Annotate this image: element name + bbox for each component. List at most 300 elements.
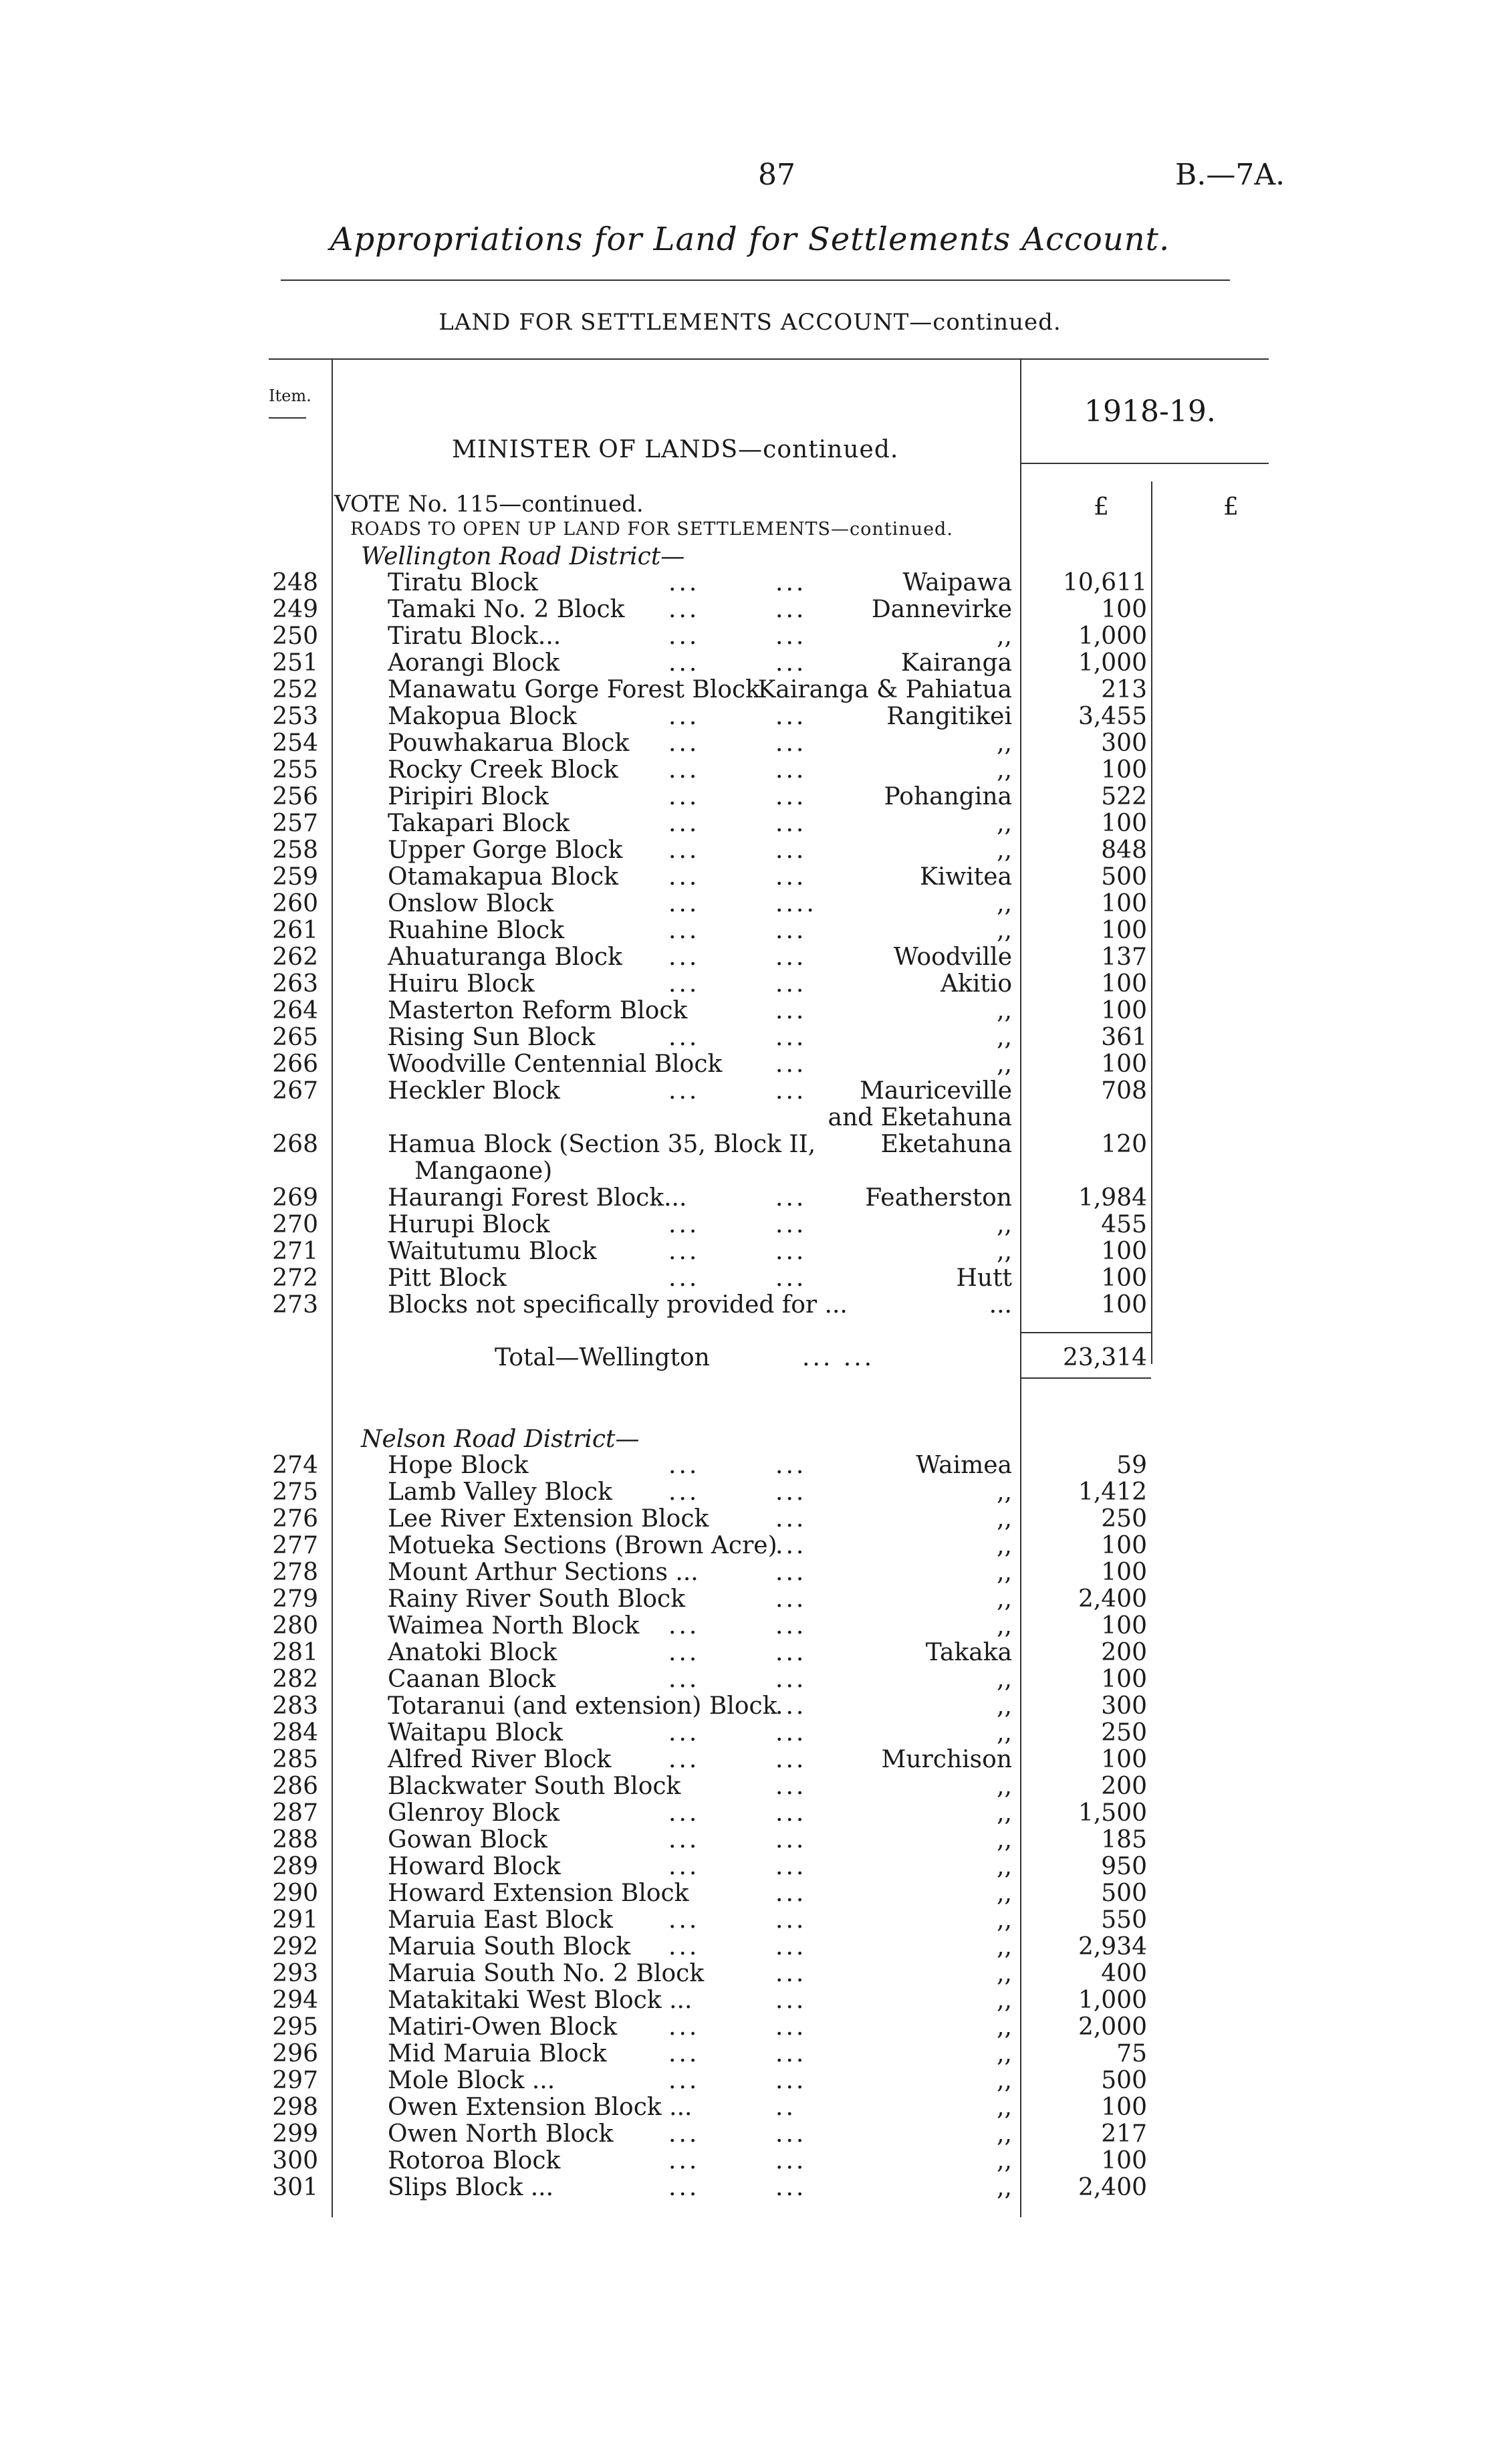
table-row [0, 2148, 1500, 2174]
amount-value: 1,412 [1078, 1478, 1147, 1506]
item-number: 273 [272, 1291, 318, 1319]
table-row [0, 1077, 1500, 1131]
table-row [0, 1613, 1500, 1640]
item-number: 272 [272, 1264, 318, 1292]
district-name: ,, [997, 1585, 1012, 1613]
block-name: Blocks not specifically provided for ... [388, 1291, 848, 1319]
leader-dots: ... [668, 1478, 700, 1506]
leader-dots: ... [668, 1639, 700, 1666]
table-row [0, 784, 1500, 810]
amount-value: 100 [1101, 970, 1147, 998]
leader-dots: ... [775, 1639, 807, 1666]
table-row [0, 677, 1500, 703]
amount-value: 75 [1116, 2040, 1147, 2067]
item-number: 254 [272, 730, 318, 757]
block-name: Huiru Block [388, 970, 535, 998]
leader-dots: ... [668, 970, 700, 998]
amount-value: 10,611 [1063, 569, 1147, 596]
leader-dots: ... [775, 2067, 807, 2094]
wellington-total-label: Total—Wellington [495, 1344, 710, 1371]
district-name: ,, [997, 1238, 1012, 1265]
table-row [0, 1854, 1500, 1880]
leader-dots: ... [775, 1077, 807, 1105]
block-name: Rocky Creek Block [388, 756, 618, 784]
district-name: Kiwitea [920, 863, 1012, 891]
leader-dots: ... [668, 623, 700, 650]
amount-value: 213 [1101, 676, 1147, 703]
district-name: ,, [997, 1692, 1012, 1720]
item-number: 269 [272, 1184, 318, 1212]
block-name: Blackwater South Block [388, 1773, 681, 1800]
item-number: 276 [272, 1505, 318, 1533]
table-row [0, 971, 1500, 998]
table-row [0, 2041, 1500, 2067]
roads-heading: ROADS TO OPEN UP LAND FOR SETTLEMENTS—continued. [350, 519, 953, 540]
leader-dots: ... [775, 1211, 807, 1238]
block-name: Takapari Block [388, 810, 570, 837]
district-name: Eketahuna [880, 1131, 1012, 1158]
district-name: ,, [997, 1773, 1012, 1800]
block-name: Onslow Block [388, 890, 554, 917]
district-name: ,, [997, 2040, 1012, 2067]
leader-dots: ... [668, 2040, 700, 2067]
leader-dots: ... [775, 917, 807, 944]
amount-value: 100 [1101, 1291, 1147, 1319]
district-name: ,, [997, 1880, 1012, 1907]
item-number: 274 [272, 1452, 318, 1479]
amount-value: 120 [1101, 1131, 1147, 1158]
district-name: ,, [997, 730, 1012, 757]
leader-dots: ... [775, 2174, 807, 2201]
block-name: Lee River Extension Block [388, 1505, 709, 1533]
total-top-rule [1020, 1332, 1151, 1333]
leader-dots: ... [668, 1612, 700, 1640]
table-row [0, 596, 1500, 623]
item-number: 288 [272, 1826, 318, 1854]
leader-dots: ... [775, 943, 807, 971]
leader-dots: ... [775, 1452, 807, 1479]
district-name: Pohangina [884, 783, 1012, 810]
amount-value: 185 [1101, 1826, 1147, 1854]
district-name: Woodville [893, 943, 1012, 971]
leader-dots: ... [775, 596, 807, 623]
district-name: ,, [997, 623, 1012, 650]
amount-value: 100 [1101, 997, 1147, 1024]
item-number: 297 [272, 2067, 318, 2094]
amount-value: 200 [1101, 1639, 1147, 1666]
district-name: ,, [997, 997, 1012, 1024]
table-row [0, 2014, 1500, 2041]
district-name: ,, [997, 2094, 1012, 2121]
item-number: 295 [272, 2013, 318, 2041]
block-name: Rotoroa Block [388, 2147, 561, 2174]
block-name: Matiri-Owen Block [388, 2013, 618, 2041]
leader-dots: ... [668, 2147, 700, 2174]
leader-dots: ... [775, 1478, 807, 1506]
amount-value: 500 [1101, 1880, 1147, 1907]
block-name: Slips Block ... [388, 2174, 554, 2201]
item-number: 301 [272, 2174, 318, 2201]
block-name: Owen Extension Block ... [388, 2094, 693, 2121]
leader-dots: ... [775, 1692, 807, 1720]
block-name: Tamaki No. 2 Block [388, 596, 625, 623]
block-name: Owen North Block [388, 2120, 614, 2148]
table-row [0, 837, 1500, 864]
table-row [0, 1586, 1500, 1613]
pound-symbol: £ [1223, 493, 1239, 521]
item-number: 280 [272, 1612, 318, 1640]
district-name: Dannevirke [871, 596, 1012, 623]
amount-value: 100 [1101, 2094, 1147, 2121]
amount-value: 100 [1101, 1746, 1147, 1773]
item-number: 299 [272, 2120, 318, 2148]
district-name: ,, [997, 1612, 1012, 1640]
table-top-rule [269, 358, 1269, 360]
district-name: ,, [997, 1024, 1012, 1051]
amount-value: 100 [1101, 1559, 1147, 1586]
leader-dots: ... [775, 1933, 807, 1961]
leader-dots: ... [668, 569, 700, 596]
leader-dots: ... [775, 623, 807, 650]
amount-value: 100 [1101, 1264, 1147, 1292]
item-number: 251 [272, 649, 318, 677]
amount-value: 100 [1101, 1666, 1147, 1693]
leader-dots: ... [775, 863, 807, 891]
table-row [0, 864, 1500, 891]
minister-heading: MINISTER OF LANDS—continued. [452, 436, 899, 463]
item-number: 279 [272, 1585, 318, 1613]
amount-value: 455 [1101, 1211, 1147, 1238]
item-number: 284 [272, 1719, 318, 1747]
district-name: ,, [997, 1987, 1012, 2014]
district-name: ,, [997, 2067, 1012, 2094]
block-name: Alfred River Block [388, 1746, 612, 1773]
amount-value: 708 [1101, 1077, 1147, 1105]
item-number: 291 [272, 1906, 318, 1934]
page-number: 87 [758, 158, 795, 192]
item-number: 283 [272, 1692, 318, 1720]
district-name: ... [989, 1291, 1012, 1319]
item-number: 253 [272, 703, 318, 730]
amount-value: 200 [1101, 1773, 1147, 1800]
amount-value: 100 [1101, 1532, 1147, 1559]
amount-value: 300 [1101, 1692, 1147, 1720]
block-name: Hamua Block (Section 35, Block II, [388, 1131, 816, 1158]
table-row [0, 1987, 1500, 2014]
item-number: 286 [272, 1773, 318, 1800]
amount-value: 217 [1101, 2120, 1147, 2148]
table-row [0, 1747, 1500, 1773]
leader-dots: ... [668, 1024, 700, 1051]
leader-dots: ... [775, 970, 807, 998]
item-number: 262 [272, 943, 318, 971]
block-name: Otamakapua Block [388, 863, 619, 891]
table-row [0, 1559, 1500, 1586]
district-name: Featherston [865, 1184, 1012, 1212]
block-name: Maruia East Block [388, 1906, 613, 1934]
leader-dots: ... [668, 2174, 700, 2201]
table-row [0, 1292, 1500, 1319]
amount-value: 550 [1101, 1906, 1147, 1934]
table-row [0, 1185, 1500, 1212]
item-number: 289 [272, 1853, 318, 1880]
item-number: 260 [272, 890, 318, 917]
amount-value: 1,000 [1078, 623, 1147, 650]
leader-dots: ... [668, 703, 700, 730]
district-name: Kairanga [900, 649, 1012, 677]
amount-value: 137 [1101, 943, 1147, 971]
district-name: ,, [997, 1960, 1012, 1987]
item-number: 248 [272, 569, 318, 596]
leader-dots: ... [775, 1906, 807, 1934]
table-row [0, 1506, 1500, 1533]
leader-dots: ... [775, 1238, 807, 1265]
block-name: Hope Block [388, 1452, 529, 1479]
amount-value: 59 [1116, 1452, 1147, 1479]
item-number: 282 [272, 1666, 318, 1693]
leader-dots: ... [668, 1238, 700, 1265]
amount-value: 500 [1101, 863, 1147, 891]
year-column-header: 1918-19. [1084, 395, 1216, 429]
block-name: Waitapu Block [388, 1719, 564, 1747]
item-number: 255 [272, 756, 318, 784]
amount-value: 100 [1101, 1238, 1147, 1265]
leader-dots: ... [775, 2147, 807, 2174]
block-name: Waimea North Block [388, 1612, 640, 1640]
table-row [0, 998, 1500, 1024]
district-name: ,, [997, 1853, 1012, 1880]
leader-dots: ... [668, 1264, 700, 1292]
district-name: ,, [997, 1532, 1012, 1559]
table-row [0, 1827, 1500, 1854]
item-number: 257 [272, 810, 318, 837]
block-name: Woodville Centennial Block [388, 1050, 723, 1078]
amount-value: 3,455 [1078, 703, 1147, 730]
item-number: 268 [272, 1131, 318, 1158]
block-name: Anatoki Block [388, 1639, 557, 1666]
district-name: Waipawa [902, 569, 1012, 596]
block-name: Manawatu Gorge Forest Block [388, 676, 760, 703]
table-row [0, 1452, 1500, 1479]
block-name: Mid Maruia Block [388, 2040, 607, 2067]
leader-dots: ... [775, 703, 807, 730]
block-name: Lamb Valley Block [388, 1478, 612, 1506]
item-number: 264 [272, 997, 318, 1024]
leader-dots: .... [775, 890, 817, 917]
item-number: 293 [272, 1960, 318, 1987]
block-name: Gowan Block [388, 1826, 547, 1854]
leader-dots: ... [775, 569, 807, 596]
table-row [0, 1666, 1500, 1693]
leader-dots: ... [775, 1666, 807, 1693]
item-number: 290 [272, 1880, 318, 1907]
amount-value: 2,400 [1078, 1585, 1147, 1613]
district-name: ,, [997, 1906, 1012, 1934]
table-row [0, 944, 1500, 971]
district-name: ,, [997, 1050, 1012, 1078]
leader-dots: ... [775, 1853, 807, 1880]
district-name: ,, [997, 1719, 1012, 1747]
table-row [0, 1533, 1500, 1559]
table-row [0, 1051, 1500, 1078]
district-name: ,, [997, 2120, 1012, 2148]
wellington-total-leader: ... ... [802, 1344, 875, 1371]
amount-value: 250 [1101, 1505, 1147, 1533]
leader-dots: ... [668, 2013, 700, 2041]
block-name: Hurupi Block [388, 1211, 550, 1238]
leader-dots: ... [775, 756, 807, 784]
block-name: Rainy River South Block [388, 1585, 686, 1613]
leader-dots: ... [775, 810, 807, 837]
table-row [0, 1961, 1500, 1987]
item-number: 300 [272, 2147, 318, 2174]
item-number: 275 [272, 1478, 318, 1506]
item-number: 261 [272, 917, 318, 944]
leader-dots: ... [668, 730, 700, 757]
table-row [0, 2121, 1500, 2148]
district-name: Murchison [881, 1746, 1012, 1773]
leader-dots: ... [775, 1050, 807, 1078]
item-number: 298 [272, 2094, 318, 2121]
leader-dots: ... [775, 1799, 807, 1827]
block-name: Pitt Block [388, 1264, 507, 1292]
leader-dots: ... [668, 810, 700, 837]
district-name: Hutt [956, 1264, 1012, 1292]
district-name: ,, [997, 890, 1012, 917]
table-row [0, 1720, 1500, 1747]
district-name: ,, [997, 756, 1012, 784]
leader-dots: ... [775, 2040, 807, 2067]
item-number: 292 [272, 1933, 318, 1961]
district-name: ,, [997, 1666, 1012, 1693]
amount-value: 950 [1101, 1853, 1147, 1880]
amount-value: 2,000 [1078, 2013, 1147, 2041]
leader-dots: ... [775, 730, 807, 757]
vote-line: VOTE No. 115—continued. [334, 491, 644, 518]
block-name: Haurangi Forest Block... [388, 1184, 687, 1212]
leader-dots: ... [668, 649, 700, 677]
table-row [0, 1212, 1500, 1238]
block-name: Maruia South Block [388, 1933, 631, 1961]
amount-value: 500 [1101, 2067, 1147, 2094]
leader-dots: .. [775, 2094, 796, 2121]
amount-value: 1,984 [1078, 1184, 1147, 1212]
amount-value: 100 [1101, 1612, 1147, 1640]
district-name: ,, [997, 810, 1012, 837]
leader-dots: ... [668, 1452, 700, 1479]
leader-dots: ... [668, 1719, 700, 1747]
block-name: Glenroy Block [388, 1799, 560, 1827]
leader-dots: ... [668, 1211, 700, 1238]
leader-dots: ... [775, 2013, 807, 2041]
leader-dots: ... [668, 943, 700, 971]
table-row [0, 1640, 1500, 1666]
district-name-continued: and Eketahuna [828, 1104, 1012, 1131]
leader-dots: ... [775, 1264, 807, 1292]
leader-dots: ... [775, 2120, 807, 2148]
item-number: 250 [272, 623, 318, 650]
table-row [0, 703, 1500, 730]
district-name: ,, [997, 1559, 1012, 1586]
amount-value: 100 [1101, 596, 1147, 623]
leader-dots: ... [775, 1559, 807, 1586]
leader-dots: ... [668, 1666, 700, 1693]
item-column-header: Item. [269, 386, 311, 405]
block-name: Makopua Block [388, 703, 577, 730]
leader-dots: ... [668, 1853, 700, 1880]
block-name: Tiratu Block [388, 569, 538, 596]
leader-dots: ... [775, 1960, 807, 1987]
leader-dots: ... [775, 1746, 807, 1773]
leader-dots: ... [668, 1906, 700, 1934]
block-name: Pouwhakarua Block [388, 730, 630, 757]
table-row [0, 1773, 1500, 1800]
block-name-continued: Mangaone) [414, 1157, 553, 1185]
item-number: 281 [272, 1639, 318, 1666]
leader-dots: ... [668, 1746, 700, 1773]
title-rule [281, 279, 1230, 281]
leader-dots: ... [775, 1532, 807, 1559]
block-name: Matakitaki West Block ... [388, 1987, 693, 2014]
item-number: 296 [272, 2040, 318, 2067]
district-name: ,, [997, 2013, 1012, 2041]
leader-dots: ... [775, 649, 807, 677]
amount-value: 1,000 [1078, 1987, 1147, 2014]
table-row [0, 810, 1500, 837]
leader-dots: ... [668, 890, 700, 917]
total-bottom-rule [1020, 1377, 1151, 1379]
table-row [0, 650, 1500, 677]
item-number: 271 [272, 1238, 318, 1265]
table-row [0, 570, 1500, 596]
amount-value: 100 [1101, 756, 1147, 784]
district-name: ,, [997, 1211, 1012, 1238]
block-name: Howard Block [388, 1853, 561, 1880]
amount-value: 300 [1101, 730, 1147, 757]
block-name: Rising Sun Block [388, 1024, 596, 1051]
leader-dots: ... [775, 1719, 807, 1747]
table-row [0, 623, 1500, 650]
block-name: Waitutumu Block [388, 1238, 597, 1265]
leader-dots: ... [775, 1773, 807, 1800]
leader-dots: ... [668, 917, 700, 944]
item-number: 285 [272, 1746, 318, 1773]
district-name: ,, [997, 836, 1012, 864]
leader-dots: ... [668, 596, 700, 623]
amount-value: 522 [1101, 783, 1147, 810]
district-name: ,, [997, 1799, 1012, 1827]
table-row [0, 1131, 1500, 1185]
nelson-district-heading: Nelson Road District— [361, 1426, 640, 1453]
table-row [0, 1880, 1500, 1907]
district-name: Waimea [916, 1452, 1012, 1479]
leader-dots: ... [775, 783, 807, 810]
item-number: 266 [272, 1050, 318, 1078]
table-row [0, 2174, 1500, 2201]
district-name: ,, [997, 917, 1012, 944]
block-name: Ahuaturanga Block [388, 943, 622, 971]
district-name: Akitio [941, 970, 1012, 998]
district-name: ,, [997, 2147, 1012, 2174]
item-number: 270 [272, 1211, 318, 1238]
leader-dots: ... [775, 1880, 807, 1907]
amount-value: 400 [1101, 1960, 1147, 1987]
table-row [0, 1238, 1500, 1265]
amount-value: 1,500 [1078, 1799, 1147, 1827]
district-name: ,, [997, 1478, 1012, 1506]
item-number: 256 [272, 783, 318, 810]
leader-dots: ... [775, 836, 807, 864]
